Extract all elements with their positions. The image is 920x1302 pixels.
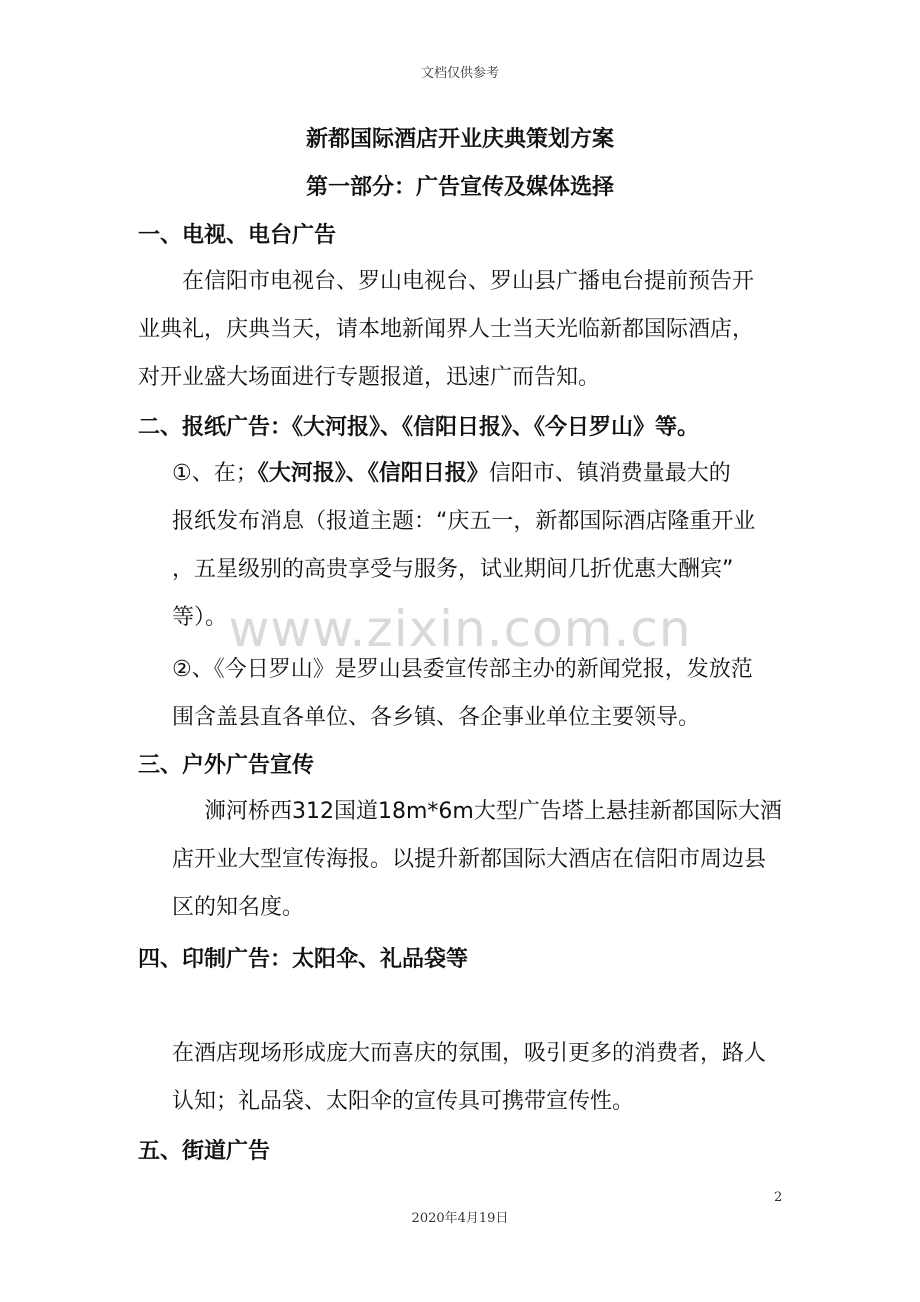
section-heading-newspaper: 二、报纸广告：《大河报》、《信阳日报》、《今日罗山》等。 bbox=[138, 415, 700, 440]
paragraph-line: ②、《今日罗山》是罗山县委宣传部主办的新闻党报，发放范 bbox=[172, 657, 753, 682]
item-prefix: ①、在； bbox=[172, 461, 258, 486]
header-note: 文档仅供参考 bbox=[420, 66, 499, 81]
item-rest: 信阳市、镇消费量最大的 bbox=[488, 461, 731, 486]
section-heading-outdoor: 三、户外广告宣传 bbox=[138, 753, 315, 778]
section-body-newspaper-item2 bbox=[172, 646, 753, 742]
section-body-tv-radio bbox=[138, 258, 754, 402]
paragraph-line bbox=[172, 450, 755, 498]
paragraph-line: 认知；礼品袋、太阳伞的宣传具可携带宣传性。 bbox=[172, 1089, 635, 1114]
paragraph-line: 业典礼，庆典当天，请本地新闻界人士当天光临新都国际酒店， bbox=[138, 317, 755, 342]
paragraph-line: 围含盖县直各单位、各乡镇、各企事业单位主要领导。 bbox=[172, 705, 701, 730]
newspaper-names-bold: 《大河报》、《信阳日报》 bbox=[257, 461, 489, 486]
section-body-newspaper-item1 bbox=[172, 450, 755, 642]
paragraph-line: 区的知名度。 bbox=[172, 895, 305, 920]
paragraph-line: 等）。 bbox=[172, 605, 228, 630]
section-heading-tv-radio: 一、电视、电台广告 bbox=[138, 223, 337, 248]
section-body-print bbox=[172, 1030, 766, 1126]
footer-date: 2020年4月19日 bbox=[411, 1211, 509, 1226]
paragraph-line: 对开业盛大场面进行专题报道，迅速广而告知。 bbox=[138, 365, 601, 390]
section-heading-street: 五、街道广告 bbox=[138, 1139, 271, 1164]
paragraph-line: 浉河桥西312国道18m*6m大型广告塔上悬挂新都国际大酒 bbox=[204, 799, 782, 824]
document-subtitle: 第一部分：广告宣传及媒体选择 bbox=[305, 175, 614, 200]
paragraph-line: 报纸发布消息（报道主题：“庆五一，新都国际酒店隆重开业 bbox=[172, 509, 756, 534]
section-body-outdoor bbox=[172, 788, 782, 932]
section-heading-print: 四、印制广告：太阳伞、礼品袋等 bbox=[138, 947, 469, 972]
watermark: www.zixin.com.cn bbox=[228, 600, 692, 658]
paragraph-line: 在酒店现场形成庞大而喜庆的氛围，吸引更多的消费者，路人 bbox=[172, 1041, 767, 1066]
paragraph-line: ，五星级别的高贵享受与服务，试业期间几折优惠大酬宾” bbox=[172, 557, 734, 582]
document-title: 新都国际酒店开业庆典策划方案 bbox=[305, 127, 614, 152]
paragraph-line: 在信阳市电视台、罗山电视台、罗山县广播电台提前预告开 bbox=[182, 269, 755, 294]
page-number: 2 bbox=[774, 1190, 783, 1205]
paragraph-line: 店开业大型宣传海报。以提升新都国际大酒店在信阳市周边县 bbox=[172, 847, 767, 872]
